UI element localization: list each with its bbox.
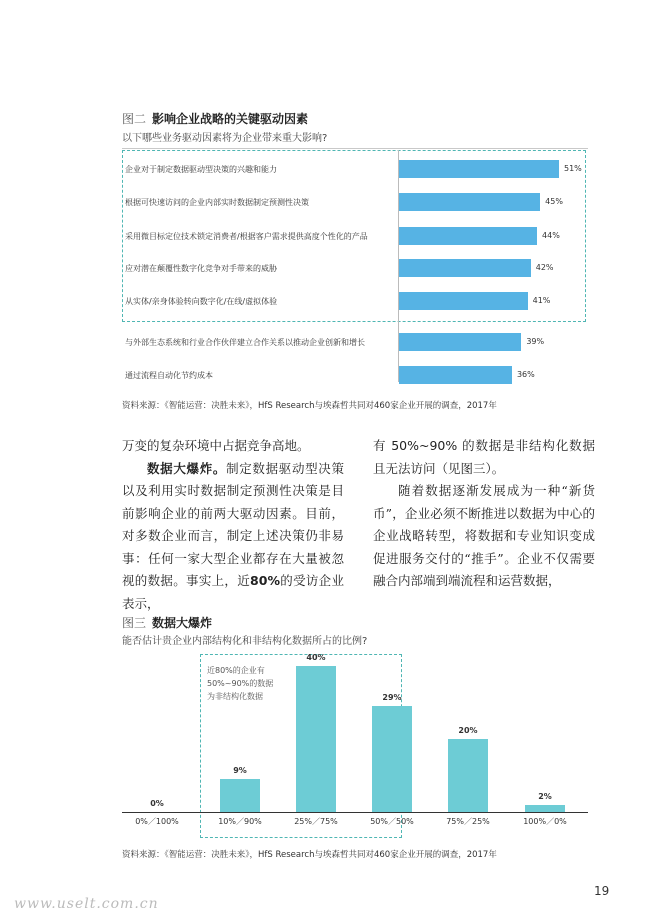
body-left-pct: 80%	[250, 573, 280, 588]
hbar-label: 从实体/亲身体验转向数字化/在线/虚拟体验	[125, 297, 278, 306]
hbar-value: 39%	[526, 337, 545, 346]
vbar-category: 50%／50%	[370, 817, 414, 826]
vbar	[296, 666, 336, 812]
figure3-number: 图三	[122, 616, 147, 630]
hbar-label: 采用微目标定位技术锁定消费者/根据客户需求提供高度个性化的产品	[125, 232, 368, 241]
vbar-value: 2%	[538, 791, 552, 801]
figure2-subtitle: 以下哪些业务驱动因素将为企业带来重大影响?	[122, 133, 328, 144]
vbar-value: 40%	[306, 653, 326, 662]
body-right-paragraph2: 随着数据逐渐发展成为一种“新货币”，企业必须不断推进以数据为中心的企业战略转型，将数据和专业知识变成促进服务交付的“推手”。企业不仅需要融合内部端到端流程和运营数据，	[373, 483, 595, 588]
body-right-range: 50%~90%	[391, 438, 458, 453]
body-right-lead: 有	[373, 438, 392, 453]
vbar-category: 75%／25%	[446, 817, 490, 826]
figure3-baseline	[122, 812, 588, 813]
watermark: www.uselt.com.cn	[14, 896, 159, 912]
vbar-value: 0%	[150, 799, 164, 808]
hbar-label: 应对潜在颠覆性数字化竞争对手带来的威胁	[125, 264, 277, 273]
vbar	[372, 706, 412, 812]
body-right-column	[373, 435, 595, 593]
body-left-paragraph	[122, 458, 344, 616]
hbar	[399, 366, 512, 384]
hbar	[399, 333, 521, 351]
body-left-para: 制定数据驱动型决策以及利用实时数据制定预测性决策是目前影响企业的前两大驱动因素。目前，对多数企业而言，制定上述决策仍非易事：任何一家大型企业都存在大量被忽视的数据。事实上，近	[122, 460, 344, 588]
hbar	[399, 193, 540, 211]
vbar-category: 100%／0%	[523, 817, 567, 826]
body-right-paragraph1	[373, 435, 595, 480]
figure3-title	[122, 614, 212, 631]
vbar	[448, 739, 488, 812]
hbar-label: 通过流程自动化节约成本	[125, 371, 213, 380]
figure2-source: 资料来源：《智能运营：决胜未来》，HfS Research与埃森哲共同对460家企业开展的调查，2017年	[122, 401, 497, 411]
hbar-value: 36%	[516, 370, 535, 379]
body-left-para-end: 的受访企业表示，	[122, 573, 344, 611]
vbar-category: 10%／90%	[218, 817, 262, 826]
hbar-value: 44%	[542, 231, 560, 240]
figure3-source: 资料来源：《智能运营：决胜未来》，HfS Research与埃森哲共同对460家企业开展的调查，2017年	[122, 850, 497, 860]
hbar-value: 41%	[532, 296, 551, 305]
body-right-line1: 的数据是非结构化数据且无法访问（见图三）。	[373, 438, 595, 476]
vbar-value: 29%	[382, 693, 402, 703]
figure2-title	[122, 110, 308, 127]
figure3-name: 数据大爆炸	[152, 616, 213, 630]
figure2-top-rule	[122, 148, 588, 149]
figure2-name: 影响企业战略的关键驱动因素	[152, 112, 309, 126]
body-left-line1: 万变的复杂环境中占据竞争高地。	[122, 438, 310, 453]
hbar-label: 根据可快速访问的企业内部实时数据制定预测性决策	[125, 198, 309, 207]
hbar-value: 45%	[545, 197, 563, 206]
vbar	[525, 805, 565, 812]
figure3-subtitle: 能否估计贵企业内部结构化和非结构化数据所占的比例?	[122, 636, 368, 647]
vbar	[220, 779, 260, 812]
body-left-column	[122, 435, 344, 615]
hbar	[399, 227, 537, 245]
hbar-label: 企业对于制定数据驱动型决策的兴趣和能力	[125, 165, 277, 174]
hbar-value: 42%	[535, 263, 554, 272]
vbar-category: 25%／75%	[294, 817, 338, 826]
hbar-label: 与外部生态系统和行业合作伙伴建立合作关系以推动企业创新和增长	[125, 338, 365, 347]
figure3-note: 近80%的企业有 50%~90%的数据 为非结构化数据	[207, 666, 274, 701]
hbar-value: 51%	[564, 164, 582, 173]
vbar-category: 0%／100%	[135, 817, 179, 826]
hbar	[399, 292, 528, 310]
hbar	[399, 259, 531, 277]
figure2-number: 图二	[122, 112, 147, 126]
hbar	[399, 160, 559, 178]
page-number: 19	[594, 884, 610, 898]
vbar-value: 20%	[458, 726, 478, 735]
body-left-heading: 数据大爆炸。	[147, 460, 227, 476]
vbar-value: 9%	[233, 766, 247, 776]
